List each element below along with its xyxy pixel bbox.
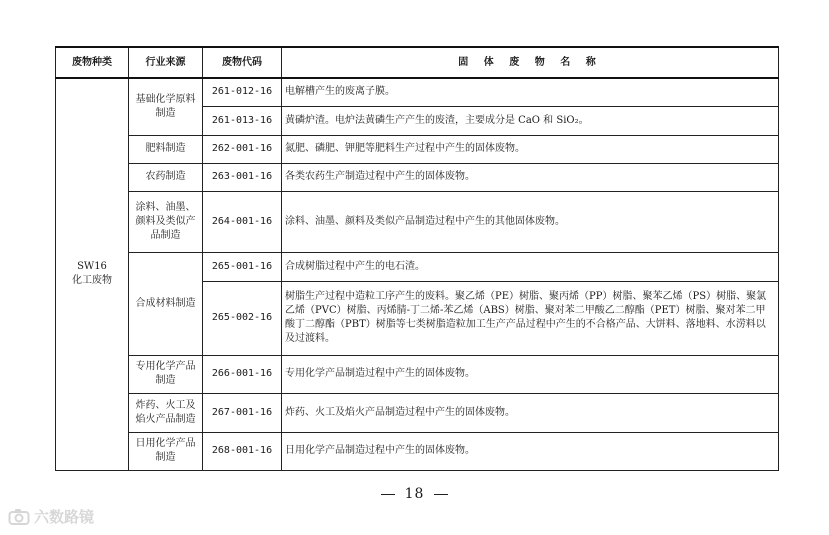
header-industry: 行业来源: [129, 47, 203, 78]
page-number-text: 18: [404, 486, 425, 502]
category-code: SW16: [77, 261, 107, 273]
industry-cell: 炸药、火工及焰火产品制造: [129, 393, 203, 432]
code-cell: 266-001-16: [203, 355, 282, 393]
description-cell: 日用化学产品制造过程中产生的固体废物。: [282, 432, 779, 470]
code-cell: 261-012-16: [203, 78, 282, 106]
header-category: 废物种类: [56, 47, 129, 78]
description-cell: 各类农药生产制造过程中产生的固体废物。: [282, 163, 779, 191]
watermark-text: 六数路镜: [34, 508, 95, 526]
table-header-row: [56, 47, 779, 78]
table-row: [56, 355, 779, 393]
table-row: [56, 163, 779, 191]
header-code: 废物代码: [203, 47, 282, 78]
table-row: [56, 78, 779, 106]
camera-logo-icon: [8, 508, 30, 526]
description-cell: 涂料、油墨、颜料及类似产品制造过程中产生的其他固体废物。: [282, 191, 779, 252]
page-number: [0, 486, 829, 502]
table-row: [56, 252, 779, 281]
page-dash-left: [381, 494, 395, 495]
description-cell: 电解槽产生的废离子膜。: [282, 78, 779, 106]
description-cell: 合成树脂过程中产生的电石渣。: [282, 252, 779, 281]
description-cell: 专用化学产品制造过程中产生的固体废物。: [282, 355, 779, 393]
category-cell: [56, 78, 129, 470]
code-cell: 264-001-16: [203, 191, 282, 252]
industry-cell: 基础化学原料制造: [129, 78, 203, 135]
description-cell: 树脂生产过程中造粒工序产生的废料。聚乙烯（PE）树脂、聚丙烯（PP）树脂、聚苯乙烯（PS）树脂、聚氯乙烯（PVC）树脂、丙烯腈-丁二烯-苯乙烯（ABS）树脂、聚对苯二甲酸乙二醇酯（PET）树脂、聚对苯二甲酸丁二醇酯（PBT）树脂等七类树脂造粒加工生产产品过程中产生的不合格产品、大饼料、落地料、水涝料以及过渡料。: [282, 281, 779, 355]
industry-cell: 专用化学产品制造: [129, 355, 203, 393]
description-cell: 黄磷炉渣。电炉法黄磷生产产生的废渣，主要成分是 CaO 和 SiO₂。: [282, 106, 779, 135]
watermark: [8, 506, 94, 527]
header-name: 固 体 废 物 名 称: [282, 47, 779, 78]
table-row: [56, 135, 779, 163]
table-row: [56, 393, 779, 432]
description-cell: 氮肥、磷肥、钾肥等肥料生产过程中产生的固体废物。: [282, 135, 779, 163]
industry-cell: 日用化学产品制造: [129, 432, 203, 470]
table-row: [56, 432, 779, 470]
code-cell: 265-001-16: [203, 252, 282, 281]
code-cell: 262-001-16: [203, 135, 282, 163]
table-row: [56, 191, 779, 252]
code-cell: 265-002-16: [203, 281, 282, 355]
code-cell: 267-001-16: [203, 393, 282, 432]
code-cell: 261-013-16: [203, 106, 282, 135]
industry-cell: 肥料制造: [129, 135, 203, 163]
industry-cell: 涂料、油墨、颜料及类似产品制造: [129, 191, 203, 252]
code-cell: 268-001-16: [203, 432, 282, 470]
page-dash-right: [434, 494, 448, 495]
code-cell: 263-001-16: [203, 163, 282, 191]
waste-table: [55, 46, 779, 471]
industry-cell: 合成材料制造: [129, 252, 203, 355]
category-label: 化工废物: [72, 275, 112, 287]
industry-cell: 农药制造: [129, 163, 203, 191]
description-cell: 炸药、火工及焰火产品制造过程中产生的固体废物。: [282, 393, 779, 432]
